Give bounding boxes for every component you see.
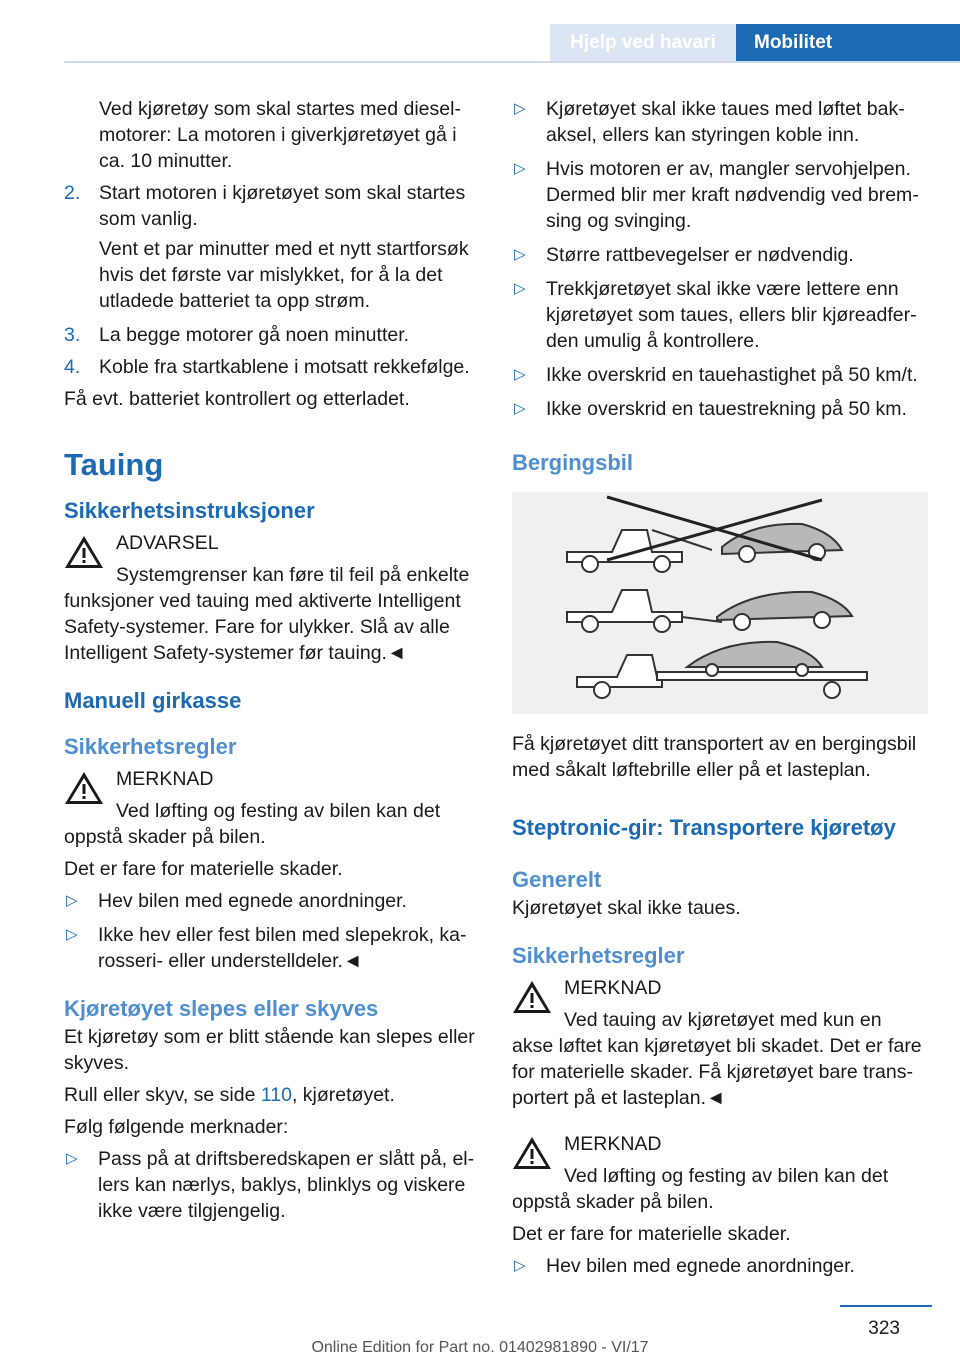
list-item bbox=[512, 242, 928, 268]
triangle-bullet-icon: ▷ bbox=[66, 926, 78, 943]
battery-note: Få evt. batteriet kontrollert og etterladet. bbox=[64, 388, 410, 410]
left-column bbox=[64, 96, 480, 1232]
warning-block-2 bbox=[64, 766, 480, 850]
step-number: 2. bbox=[64, 182, 81, 204]
list-item-text: Hev bilen med egnede anordninger. bbox=[546, 1255, 855, 1277]
warning-block-4 bbox=[512, 1131, 928, 1215]
list-item-text: Ikke hev eller fest bilen med slepekrok, karosseri- eller understelldeler.◄ bbox=[98, 924, 467, 972]
warning-triangle-icon bbox=[512, 979, 552, 1015]
heading-tauing: Tauing bbox=[64, 447, 164, 482]
heading-safety-instructions: Sikkerhetsinstruksjoner bbox=[64, 498, 315, 523]
text-part: Rull eller skyv, se side bbox=[64, 1084, 261, 1106]
text-part: , kjøretøyet. bbox=[291, 1084, 395, 1106]
step-number: 3. bbox=[64, 324, 81, 346]
triangle-bullet-icon: ▷ bbox=[514, 160, 526, 177]
step2-continuation: Vent et par minutter med et nytt startforsøk hvis det første var mislykket, for å la det utladede batteriet ta opp strøm. bbox=[99, 238, 469, 312]
triangle-bullet-icon: ▷ bbox=[514, 1257, 526, 1274]
list-item bbox=[64, 922, 480, 974]
edition-footer: Online Edition for Part no. 01402981890 - VI/17 bbox=[311, 1339, 649, 1356]
right-column bbox=[512, 96, 928, 1287]
triangle-bullet-icon: ▷ bbox=[514, 400, 526, 417]
list-item-text: Trekkjøretøyet skal ikke være lettere enn kjøretøyet som taues, ellers blir kjøreadferden umulig å kontrollere. bbox=[546, 278, 917, 352]
step-3 bbox=[64, 322, 480, 348]
triangle-bullet-icon: ▷ bbox=[514, 246, 526, 263]
heading-steptronic-transport: Steptronic-gir: Transportere kjøretøy bbox=[512, 815, 896, 840]
warning-triangle-icon bbox=[512, 1135, 552, 1171]
heading-safety-rules: Sikkerhetsregler bbox=[512, 943, 685, 968]
damage-note: Det er fare for materielle skader. bbox=[64, 858, 343, 880]
step-4 bbox=[64, 354, 480, 380]
footer-rule bbox=[840, 1305, 932, 1307]
heading-safety-rules: Sikkerhetsregler bbox=[64, 734, 237, 759]
list-item bbox=[512, 276, 928, 354]
warning-body: Ved løfting og festing av bilen kan det oppstå skader på bilen. bbox=[64, 800, 441, 848]
triangle-bullet-icon: ▷ bbox=[514, 280, 526, 297]
heading-towed-or-pushed: Kjøretøyet slepes eller skyves bbox=[64, 996, 379, 1021]
tab-mobility[interactable]: Mobilitet bbox=[736, 24, 960, 62]
list-item-text: Større rattbevegelser er nødvendig. bbox=[546, 244, 854, 266]
warning-title: MERKNAD bbox=[564, 977, 662, 999]
towed-paragraph-1: Et kjøretøy som er blitt stående kan slepes eller skyves. bbox=[64, 1026, 475, 1074]
general-paragraph: Kjøretøyet skal ikke taues. bbox=[512, 897, 741, 919]
warning-title: ADVARSEL bbox=[116, 532, 219, 554]
step-text: Koble fra startkablene i motsatt rekkefølge. bbox=[99, 356, 470, 378]
warning-block-3 bbox=[512, 975, 928, 1111]
warning-triangle-icon bbox=[64, 534, 104, 570]
heading-tow-truck: Bergingsbil bbox=[512, 450, 634, 475]
warning-triangle-icon bbox=[64, 770, 104, 806]
triangle-bullet-icon: ▷ bbox=[514, 366, 526, 383]
towed-paragraph-2 bbox=[64, 1082, 480, 1108]
triangle-bullet-icon: ▷ bbox=[66, 892, 78, 909]
list-item-text: Kjøretøyet skal ikke taues med løftet bakaksel, ellers kan styringen koble inn. bbox=[546, 98, 905, 146]
triangle-bullet-icon: ▷ bbox=[514, 100, 526, 117]
warning-body: Systemgrenser kan føre til feil på enkelte funksjoner ved tauing med aktiverte Intelligent Safety-systemer. Fare for ulykker. Slå av alle Intelligent Safety-systemer før tauing.◄ bbox=[64, 564, 470, 664]
list-item bbox=[512, 362, 928, 388]
list-item-text: Ikke overskrid en tauestrekning på 50 km. bbox=[546, 398, 907, 420]
warning-body: Ved løfting og festing av bilen kan det oppstå skader på bilen. bbox=[512, 1165, 889, 1213]
tow-truck-illustration bbox=[512, 492, 928, 714]
list-item bbox=[64, 1146, 480, 1224]
triangle-bullet-icon: ▷ bbox=[66, 1150, 78, 1167]
list-item-text: Hvis motoren er av, mangler servohjelpen. Dermed blir mer kraft nødvendig ved bremsing og svinging. bbox=[546, 158, 919, 232]
list-item bbox=[512, 156, 928, 234]
damage-note: Det er fare for materielle skader. bbox=[512, 1223, 791, 1245]
page-number: 323 bbox=[868, 1318, 900, 1339]
step-text: La begge motorer gå noen minutter. bbox=[99, 324, 410, 346]
tow-truck-paragraph: Få kjøretøyet ditt transportert av en bergingsbil med såkalt løftebrille eller på et lasteplan. bbox=[512, 733, 917, 781]
step-2 bbox=[64, 180, 480, 232]
page-link-110[interactable]: 110 bbox=[260, 1084, 292, 1106]
warning-block-1 bbox=[64, 530, 480, 666]
list-item bbox=[512, 96, 928, 148]
warning-title: MERKNAD bbox=[116, 768, 214, 790]
warning-body: Ved tauing av kjøretøyet med kun en akse løftet kan kjøretøyet bli skadet. Det er fare for materielle skader. Få kjøretøyet bare transportert på et lasteplan.◄ bbox=[512, 1009, 922, 1109]
list-item bbox=[512, 1253, 928, 1279]
heading-general: Generelt bbox=[512, 867, 602, 892]
tab-help-breakdown[interactable]: Hjelp ved havari bbox=[550, 24, 736, 62]
warning-title: MERKNAD bbox=[564, 1133, 662, 1155]
heading-manual-gearbox: Manuell girkasse bbox=[64, 688, 242, 713]
list-item-text: Hev bilen med egnede anordninger. bbox=[98, 890, 407, 912]
towed-paragraph-3: Følg følgende merknader: bbox=[64, 1116, 289, 1138]
list-item bbox=[64, 888, 480, 914]
step-number: 4. bbox=[64, 356, 81, 378]
list-item-text: Pass på at driftsberedskapen er slått på, ellers kan nærlys, baklys, blinklys og viskere ikke være tilgjengelig. bbox=[98, 1148, 475, 1222]
header-rule bbox=[64, 61, 960, 63]
step1-continuation: Ved kjøretøy som skal startes med dieselmotorer: La motoren i giverkjøretøyet gå i ca. 10 minutter. bbox=[99, 98, 461, 172]
step-text: Start motoren i kjøretøyet som skal startes som vanlig. bbox=[99, 182, 466, 230]
list-item bbox=[512, 396, 928, 422]
list-item-text: Ikke overskrid en tauehastighet på 50 km/t. bbox=[546, 364, 918, 386]
